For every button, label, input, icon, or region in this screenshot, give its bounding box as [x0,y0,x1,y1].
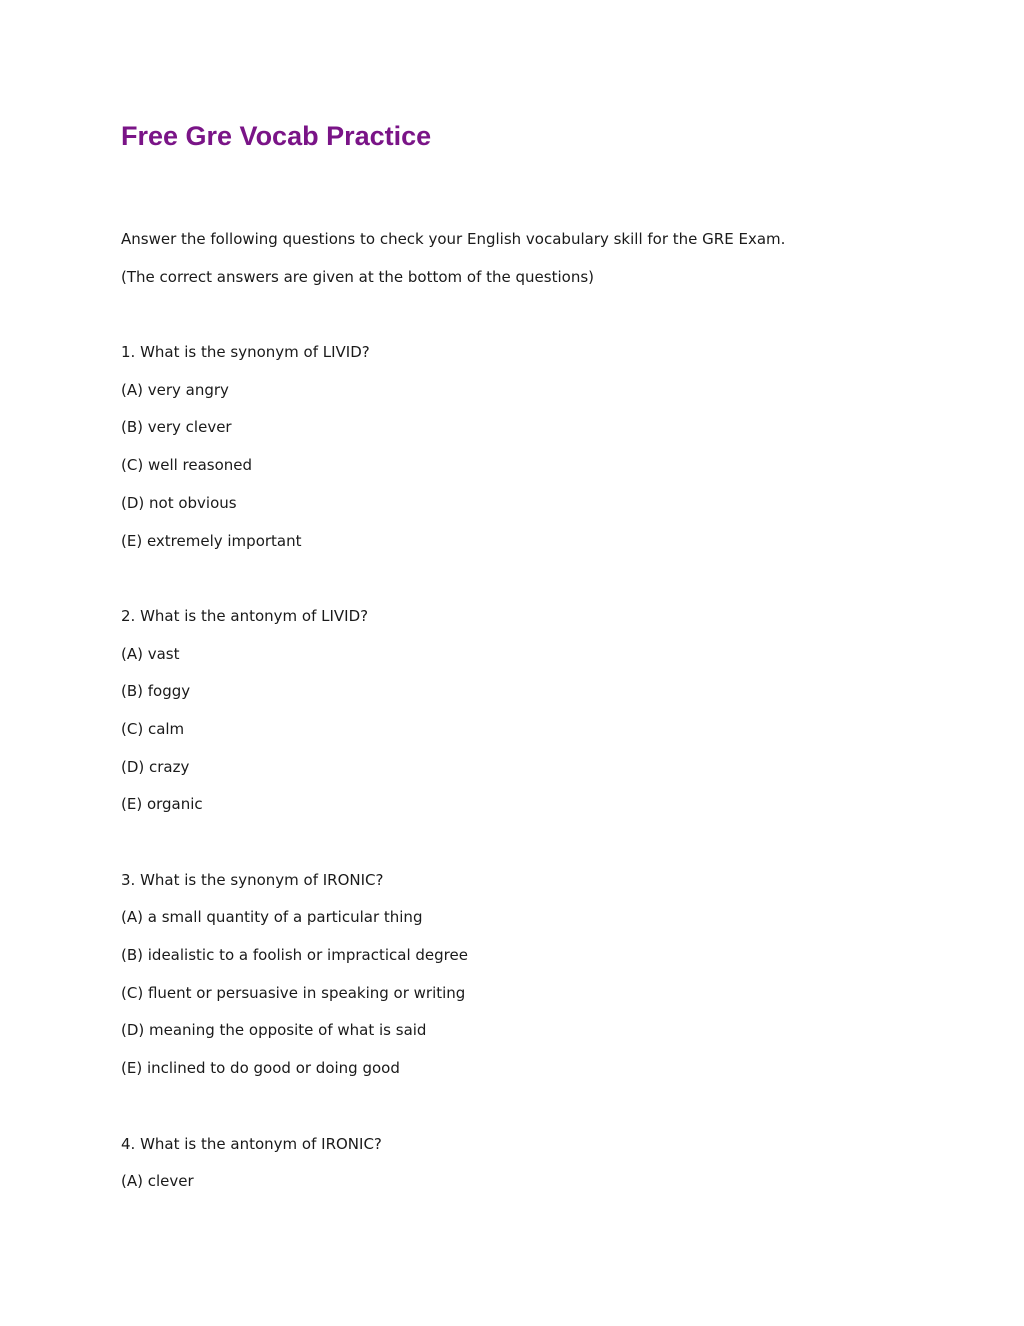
document-body [121,228,901,1208]
answer-option: (B) very clever [121,418,232,437]
question-3 [121,869,901,1079]
answer-option: (D) not obvious [121,493,237,512]
answer-option: (B) foggy [121,682,191,701]
question-1 [121,341,901,551]
intro-line: Answer the following questions to check your English vocabulary skill for the GRE Exam. [121,230,786,248]
answer-option: (A) vast [121,644,180,663]
question-2 [121,605,901,815]
answer-option: (A) clever [121,1172,194,1191]
answer-option: (E) inclined to do good or doing good [121,1059,400,1078]
answer-option: (D) crazy [121,757,190,776]
question-prompt: 3. What is the synonym of IRONIC? [121,870,384,889]
spacer [121,831,901,869]
answer-option: (A) a small quantity of a particular thing [121,908,423,927]
spacer [121,303,901,341]
question-prompt: 2. What is the antonym of LIVID? [121,606,369,625]
answer-option: (C) fluent or persuasive in speaking or writing [121,983,466,1002]
spacer [121,567,901,605]
question-prompt: 4. What is the antonym of IRONIC? [121,1134,382,1153]
answer-option: (E) organic [121,795,203,814]
intro-note: (The correct answers are given at the bottom of the questions) [121,267,594,286]
answer-option: (A) very angry [121,380,229,399]
spacer [121,1095,901,1133]
answer-option: (E) extremely important [121,531,302,550]
answer-option: (B) idealistic to a foolish or impractical degree [121,946,468,965]
question-prompt: 1. What is the synonym of LIVID? [121,343,370,362]
page-title: Free Gre Vocab Practice [121,121,432,151]
answer-option: (C) well reasoned [121,456,253,475]
answer-option: (C) calm [121,719,185,738]
answer-option: (D) meaning the opposite of what is said [121,1021,427,1040]
question-4 [121,1133,901,1193]
